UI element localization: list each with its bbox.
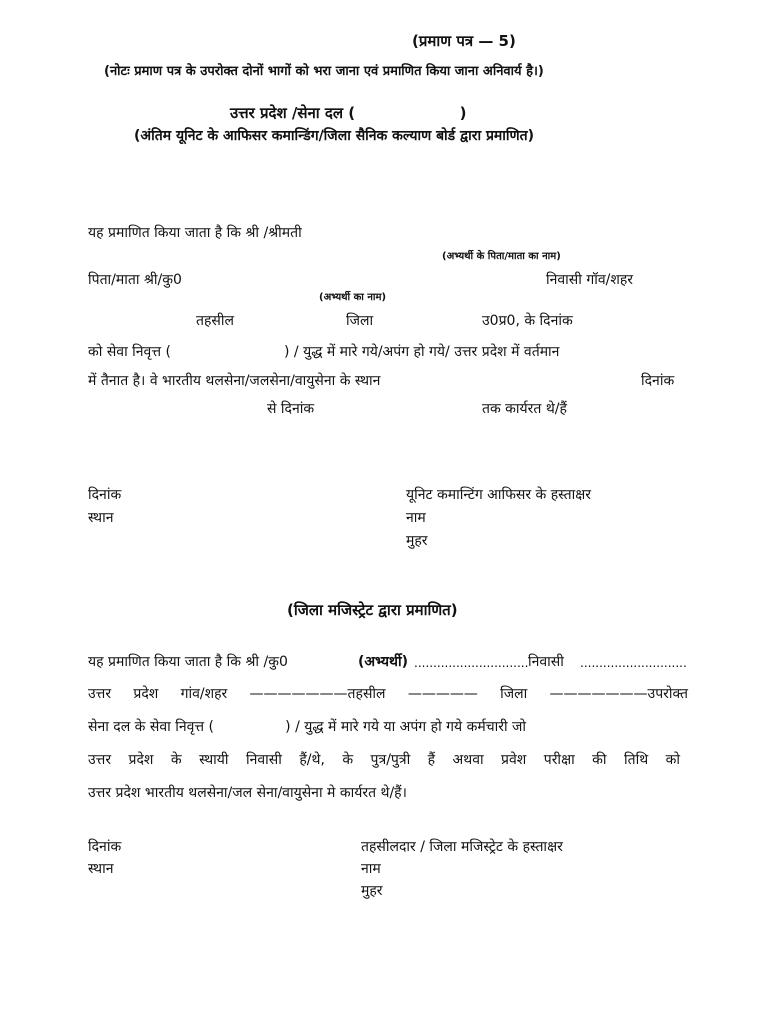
part2-line-2: उत्तर प्रदेश गांव/शहर ———————तहसील ————— जिला ———————उपरोक्त: [88, 686, 688, 702]
part2-candidate-label: (अभ्यर्थी): [358, 654, 409, 670]
part2-resident-label: निवासी: [528, 654, 564, 670]
form-note: (नोटः प्रमाण पत्र के उपरोक्त दोनों भागों को भरा जाना एवं प्रमाणित किया जाना अनिवार्य है।): [104, 64, 544, 79]
part2-line-3: सेना दल के सेवा निवृत्त ( ) / युद्ध में मारे गये या अपंग हो गये कर्मचारी जो: [88, 719, 527, 735]
part1-line-4a: को सेवा निवृत्त (: [88, 344, 171, 360]
candidate-name-caption: (अभ्यर्थी का नाम): [319, 292, 387, 303]
part1-tehsil-label: तहसील: [196, 313, 234, 329]
part1-name-label: नाम: [406, 510, 426, 526]
part1-line-6b: तक कार्यरत थे/हैं: [482, 401, 567, 417]
part2-line-1a: यह प्रमाणित किया जाता है कि श्री /कु0: [88, 654, 288, 670]
part1-line-4b: ) / युद्ध में मारे गये/अपंग हो गये/ उत्तर प्रदेश में वर्तमान: [284, 344, 560, 360]
part2-signature-label: तहसीलदार / जिला मजिस्ट्रेट के हस्ताक्षर: [361, 839, 563, 855]
part1-date-label: दिनांक: [88, 487, 122, 503]
part2-line-5: उत्तर प्रदेश भारतीय थलसेना/जल सेना/वायुसेना मे कार्यरत थे/हैं।: [88, 785, 407, 801]
part2-fill-dots-1: ..............................: [414, 656, 529, 670]
part1-line-5a: में तैनात है। वे भारतीय थलसेना/जलसेना/वायुसेना के स्थान: [88, 373, 381, 389]
part2-seal-label: मुहर: [361, 883, 383, 899]
part1-place-label: स्थान: [88, 510, 114, 526]
part2-date-label: दिनांक: [88, 839, 122, 855]
certifying-authority-heading: (अंतिम यूनिट के आफिसर कमान्डिंग/जिला सैनिक कल्याण बोर्ड द्वारा प्रमाणित): [134, 128, 535, 144]
part2-line-4: उत्तर प्रदेश के स्थायी निवासी हैं/थे, के पुत्र/पुत्री हैं अथवा प्रवेश परीक्षा की तिथि को: [88, 752, 680, 768]
part2-place-label: स्थान: [88, 861, 114, 877]
part1-resident-label: निवासी गॉव/शहर: [546, 272, 634, 288]
part1-line-5b: दिनांक: [641, 373, 675, 389]
form-number: (प्रमाण पत्र — 5): [412, 32, 516, 50]
parent-name-caption: (अभ्यर्थी के पिता/माता का नाम): [442, 251, 561, 262]
state-unit-heading: उत्तर प्रदेश /सेना दल ( ): [230, 104, 467, 122]
part1-parent-label: पिता/माता श्री/कु0: [88, 272, 182, 288]
part2-title: (जिला मजिस्ट्रेट द्वारा प्रमाणित): [287, 601, 458, 619]
part1-line-6a: से दिनांक: [267, 401, 315, 417]
part1-district-label: जिला: [346, 313, 374, 329]
part2-fill-dots-2: ............................: [580, 656, 687, 670]
part1-seal-label: मुहर: [406, 533, 428, 549]
part1-date-prefix: उ0प्र0, के दिनांक: [482, 313, 573, 329]
part2-name-label: नाम: [361, 861, 381, 877]
part1-line-1: यह प्रमाणित किया जाता है कि श्री /श्रीमती: [88, 225, 302, 241]
part1-signature-label: यूनिट कमान्टिंग आफिसर के हस्ताक्षर: [406, 487, 592, 503]
